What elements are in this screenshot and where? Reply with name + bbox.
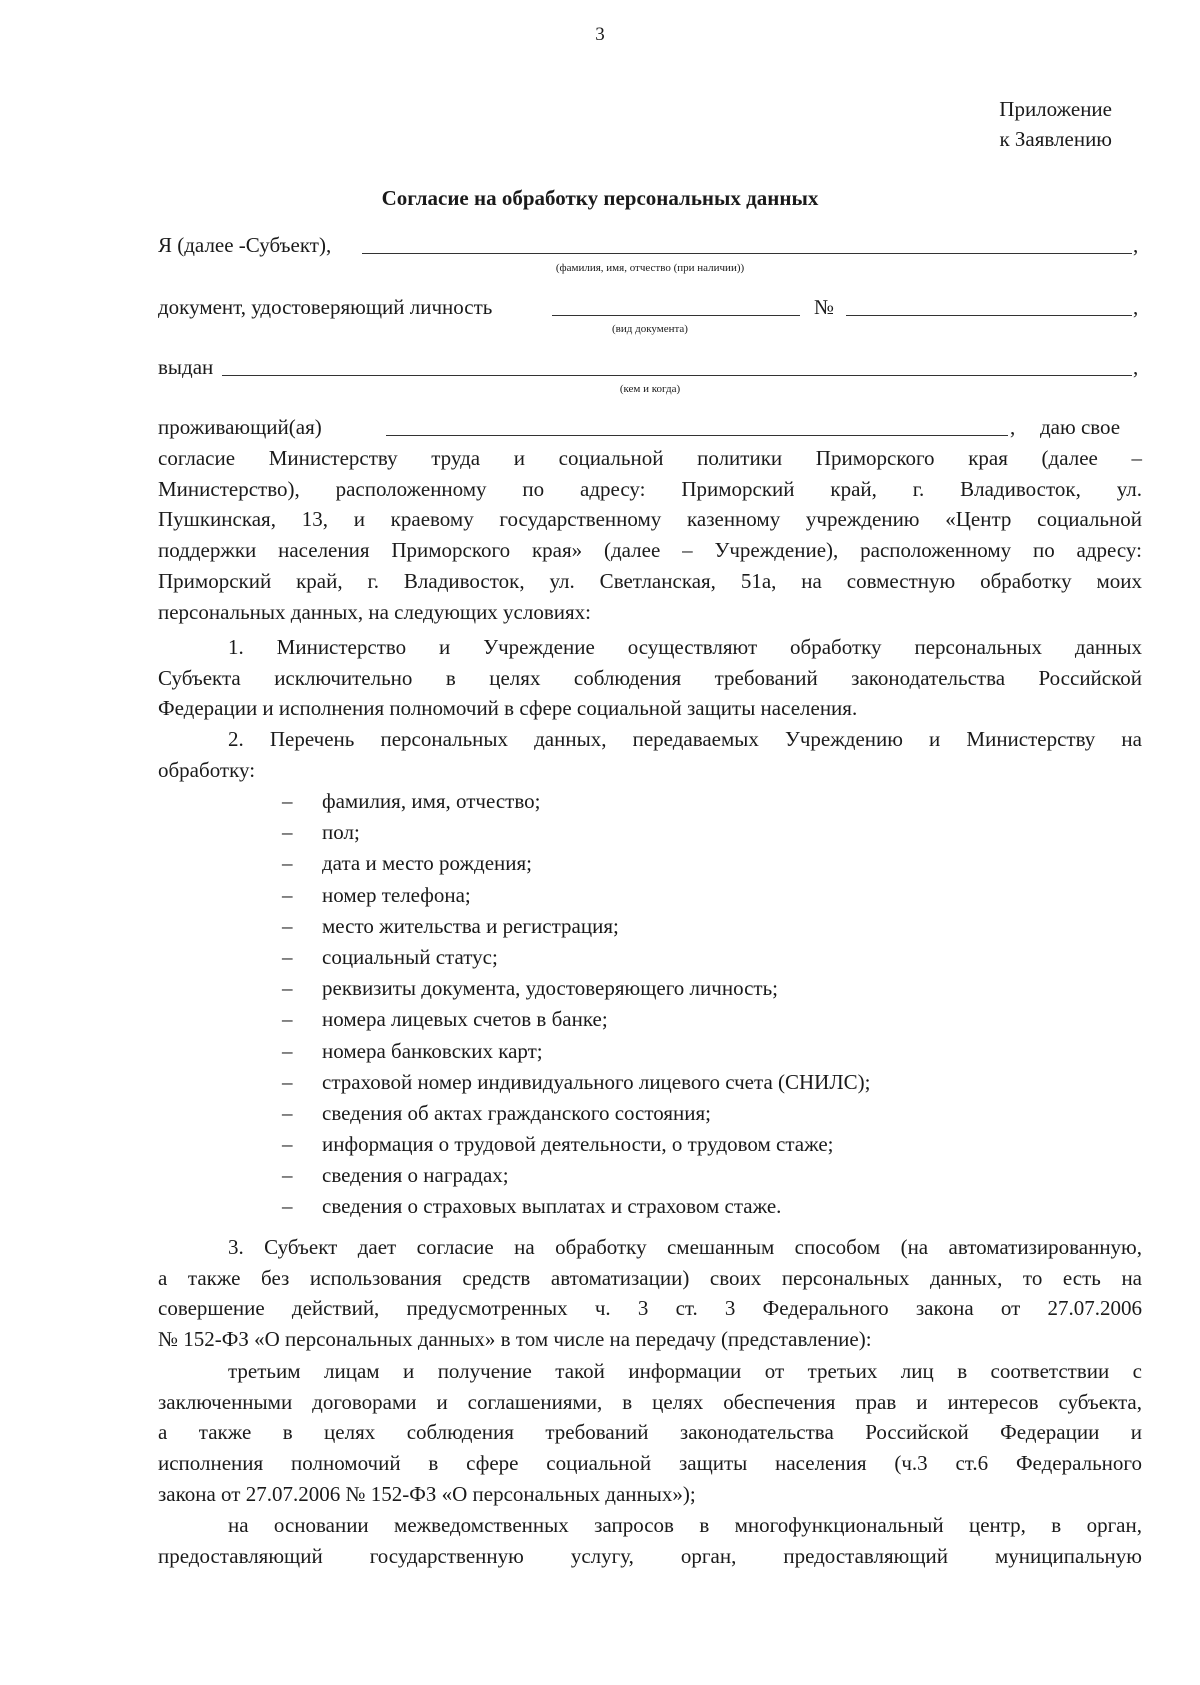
consent-line: поддержки населения Приморского края» (далее – Учреждение), расположенному по адресу: <box>158 538 1142 563</box>
appendix-line-1: Приложение <box>999 97 1112 121</box>
clause-line: третьим лицам и получение такой информации от третьих лиц в соответствии с <box>228 1359 1142 1383</box>
clause-line: а также без использования средств автоматизации) своих персональных данных, то есть на <box>158 1265 1142 1290</box>
list-item: – социальный статус; <box>282 944 498 969</box>
subject-name-field[interactable] <box>362 253 1132 254</box>
issued-label: выдан <box>158 355 214 379</box>
residing-comma: , <box>1010 415 1016 439</box>
consent-line: согласие Министерству труда и социальной политики Приморского края (далее – <box>158 446 1142 470</box>
list-item: – страховой номер индивидуального лицевого счета (СНИЛС); <box>282 1069 871 1094</box>
list-item: – дата и место рождения; <box>282 851 533 876</box>
personal-data-list <box>282 786 870 1223</box>
issued-hint: (кем и когда) <box>619 383 681 395</box>
document-title: Согласие на обработку персональных данных <box>381 186 819 210</box>
issued-by-field[interactable] <box>222 375 1132 376</box>
clause-line: № 152-ФЗ «О персональных данных» в том числе на передачу (представление): <box>158 1327 872 1352</box>
document-comma: , <box>1133 295 1139 319</box>
list-item: – место жительства и регистрация; <box>282 913 619 938</box>
clause-line: предоставляющий государственную услугу, орган, предоставляющий муниципальную <box>158 1543 1142 1568</box>
clause-line: Федерации и исполнения полномочий в сфере социальной защиты населения. <box>158 696 858 721</box>
list-item: – сведения о страховых выплатах и страховом стаже. <box>282 1194 782 1219</box>
give-consent-text: даю свое <box>1040 415 1121 439</box>
interagency-paragraph <box>158 1510 1142 1571</box>
document-hint: (вид документа) <box>612 323 688 335</box>
list-item: – пол; <box>282 820 360 845</box>
list-item: – информация о трудовой деятельности, о трудовом стаже; <box>282 1132 834 1157</box>
subject-comma: , <box>1133 233 1139 257</box>
list-item: – сведения об актах гражданского состояния; <box>282 1100 712 1125</box>
clause-line: закона от 27.07.2006 № 152-ФЗ «О персональных данных»); <box>158 1481 696 1506</box>
consent-paragraph <box>158 443 1142 627</box>
subject-label: Я (далее -Субъект), <box>158 233 332 257</box>
consent-line: Пушкинская, 13, и краевому государственному казенному учреждению «Центр социальной <box>158 507 1142 532</box>
consent-line: Приморский край, г. Владивосток, ул. Светланская, 51а, на совместную обработку моих <box>158 568 1142 593</box>
document-label: документ, удостоверяющий личность <box>158 295 493 319</box>
clause-line: 3. Субъект дает согласие на обработку смешанным способом (на автоматизированную, <box>228 1235 1142 1259</box>
document-type-field[interactable] <box>552 315 800 316</box>
issued-comma: , <box>1133 355 1139 379</box>
clause-line: заключенными договорами и соглашениями, в целях обеспечения прав и интересов субъекта, <box>158 1389 1142 1414</box>
list-item: – номера банковских карт; <box>282 1038 543 1063</box>
document-number-label: № <box>814 295 835 319</box>
clause-line: а также в целях соблюдения требований законодательства Российской Федерации и <box>158 1420 1142 1445</box>
list-item: – сведения о наградах; <box>282 1163 509 1188</box>
list-item: – фамилия, имя, отчество; <box>282 789 541 813</box>
clause-2 <box>158 724 1142 785</box>
consent-line: персональных данных, на следующих условиях: <box>158 599 592 624</box>
list-item: – номера лицевых счетов в банке; <box>282 1007 608 1032</box>
appendix-header <box>999 94 1112 154</box>
list-item: – номер телефона; <box>282 882 471 907</box>
document-number-field[interactable] <box>846 315 1132 316</box>
list-item: – реквизиты документа, удостоверяющего личность; <box>282 976 779 1001</box>
third-parties-paragraph <box>158 1356 1142 1510</box>
consent-line: Министерство), расположенному по адресу: Приморский край, г. Владивосток, ул. <box>158 476 1142 501</box>
clause-line: совершение действий, предусмотренных ч. 3 ст. 3 Федерального закона от 27.07.2006 <box>158 1296 1142 1321</box>
residence-address-field[interactable] <box>386 435 1008 436</box>
appendix-line-2: к Заявлению <box>999 127 1112 151</box>
clause-line: Субъекта исключительно в целях соблюдения требований законодательства Российской <box>158 665 1142 690</box>
clause-3 <box>158 1232 1142 1355</box>
page-number: 3 <box>595 24 605 45</box>
clause-line: 1. Министерство и Учреждение осуществляют обработку персональных данных <box>228 635 1142 659</box>
clause-1 <box>158 632 1142 724</box>
residing-label: проживающий(ая) <box>158 415 322 439</box>
clause-line: на основании межведомственных запросов в многофункциональный центр, в орган, <box>228 1513 1142 1537</box>
subject-hint: (фамилия, имя, отчество (при наличии)) <box>555 262 745 274</box>
clause-line: исполнения полномочий в сфере социальной защиты населения (ч.3 ст.6 Федерального <box>158 1451 1142 1476</box>
clause-line: обработку: <box>158 757 256 782</box>
clause-line: 2. Перечень персональных данных, передаваемых Учреждению и Министерству на <box>228 727 1142 751</box>
